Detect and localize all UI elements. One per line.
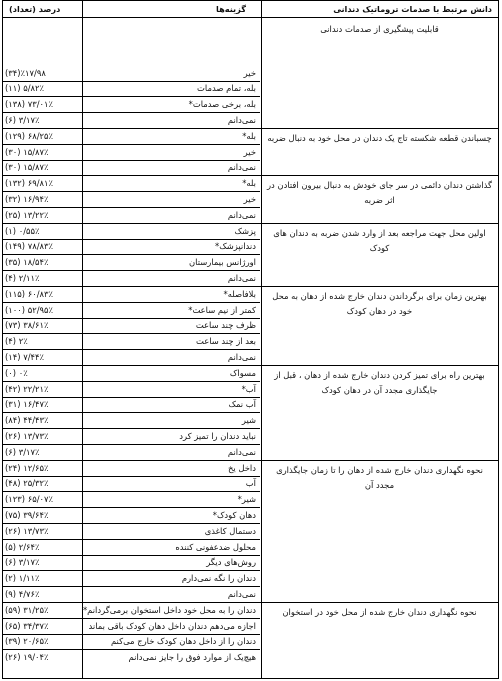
option-row: [5, 397, 259, 411]
option-label: اورژانس بیمارستان: [189, 257, 256, 268]
option-row: [5, 145, 259, 159]
option-label: ظرف چند ساعت: [195, 320, 256, 331]
option-stat: (۱۲۹) ۶۸/۲۵٪: [5, 130, 54, 141]
option-row: [5, 555, 259, 569]
option-label: دندان را نگه نمی‌دارم: [181, 573, 256, 584]
option-stat: (۴) ۲/۱۱٪: [5, 273, 40, 284]
option-row: [5, 587, 259, 601]
option-label: شیر: [241, 415, 256, 426]
option-label: بعد از چند ساعت: [195, 336, 256, 347]
option-stat: (۱۴۹) ۷۸/۸۳٪: [5, 241, 54, 252]
option-label: آب: [245, 478, 256, 489]
option-row: [5, 350, 259, 364]
question-text: چسباندن قطعه شکسته تاج یک دندان در محل خود به دنبال ضربه: [267, 133, 492, 144]
option-stat: (۹) ۴/۷۶٪: [5, 589, 40, 600]
option-row: [5, 334, 259, 348]
option-label: خیر: [243, 146, 256, 157]
option-stat: (۱۰۰) ۵۲/۹۵٪: [5, 304, 54, 315]
header-divider: [3, 17, 498, 18]
option-stat: (۴۸) ۲۵/۳۲٪: [5, 478, 49, 489]
option-label: دهان کودک*: [212, 510, 256, 521]
question-text: گذاشتن دندان دائمی در سر جای خودش به دنبال بیرون افتادن در اثر ضربه: [267, 180, 492, 206]
option-row: [5, 208, 259, 222]
option-label: نمی‌دانم: [227, 209, 256, 220]
option-label: نمی‌دانم: [227, 446, 256, 457]
option-row: [5, 634, 259, 648]
option-stat: (۷۳) ۳۸/۶۱٪: [5, 320, 49, 331]
option-row: [5, 508, 259, 522]
option-row: [5, 224, 259, 238]
option-label: بلافاصله*: [223, 288, 256, 299]
option-label: محلول ضدعفونی کننده: [175, 541, 256, 552]
option-row: [5, 287, 259, 301]
option-stat: (۲۵) ۱۳/۲۲٪: [5, 209, 49, 220]
header-question: دانش مرتبط با صدمات تروماتیک دندانی: [333, 4, 492, 14]
option-row: [5, 318, 259, 332]
option-label: خیر: [243, 194, 256, 205]
option-label: نمی‌دانم: [227, 115, 256, 126]
option-label: بله*: [242, 178, 256, 189]
option-label: نمی‌دانم: [227, 273, 256, 284]
option-label: نمی‌دانم: [227, 352, 256, 363]
option-row: [5, 461, 259, 475]
option-stat: (۸۴) ۴۴/۴۳٪: [5, 415, 49, 426]
column-divider-options: [261, 1, 262, 678]
option-row: [5, 192, 259, 206]
option-stat: (۲) ۱/۱۱٪: [5, 573, 40, 584]
option-label: بله، برخی صدمات*: [188, 99, 256, 110]
question-text: بهترین زمان برای برگرداندن دندان خارج شده از دهان به محل خود در دهان کودک: [272, 291, 487, 317]
option-row: [5, 540, 259, 554]
option-row: [5, 524, 259, 538]
option-row: [5, 176, 259, 190]
option-stat: (۳۰) ۱۵/۸۷٪: [5, 146, 49, 157]
option-label: اجازه می‌دهم دندان داخل دهان کودک باقی بماند: [88, 620, 256, 631]
option-row: [5, 492, 259, 506]
option-row: [5, 571, 259, 585]
option-label: بله*: [242, 130, 256, 141]
option-stat: (۳۴)٪۱۷/۹۸: [5, 67, 46, 78]
option-stat: (۶۵) ۳۴/۳۷٪: [5, 620, 49, 631]
option-row: [5, 160, 259, 174]
option-row: [5, 445, 259, 459]
option-stat: (۱۴) ۷/۴۴٪: [5, 352, 45, 363]
option-row: [5, 476, 259, 490]
option-stat: (۱۳۲) ۶۹/۸۱٪: [5, 178, 54, 189]
option-label: آب نمک: [228, 399, 256, 410]
question-text: قابلیت پیشگیری از صدمات دندانی: [320, 24, 439, 34]
header-options: گزینه‌ها: [216, 4, 246, 14]
header-stats: درصد (تعداد): [9, 4, 61, 14]
option-label: نمی‌دانم: [227, 162, 256, 173]
knowledge-table: [2, 0, 499, 679]
option-label: کمتر از نیم ساعت*: [188, 304, 256, 315]
option-row: [5, 271, 259, 285]
option-stat: (۲۶) ۱۳/۷۳٪: [5, 431, 49, 442]
option-label: دندان را از داخل دهان کودک خارج می‌کنم: [110, 636, 256, 647]
option-label: آب*: [241, 383, 256, 394]
option-stat: (۴) ۲٪: [5, 336, 28, 347]
option-row: [5, 619, 259, 633]
option-row: [5, 129, 259, 143]
option-stat: (۵۹) ۳۱/۲۵٪: [5, 604, 49, 615]
option-label: دندان را به محل خود داخل استخوان برمی‌گردانم*: [82, 604, 256, 615]
option-stat: (۳۹) ۲۰/۶۵٪: [5, 636, 49, 647]
question-text: بهترین راه برای تمیز کردن دندان خارج شده از دهان ، قبل از جایگذاری مجدد آن در دهان کودک: [274, 370, 485, 396]
option-stat: (۱۳۸) ۷۳/۰۱٪: [5, 99, 54, 110]
option-row: [5, 382, 259, 396]
option-stat: (۶) ۳/۱۷٪: [5, 557, 40, 568]
option-label: نباید دندان را تمیز کرد: [179, 431, 256, 442]
option-stat: (۲۴) ۱۲/۶۵٪: [5, 462, 49, 473]
option-row: [5, 303, 259, 317]
question-text: نحوه نگهداری دندان خارج شده از دهان را تا زمان جایگذاری مجدد آن: [276, 464, 483, 490]
option-stat: (۳۵) ۱۸/۵۴٪: [5, 257, 49, 268]
option-label: بله، تمام صدمات: [197, 83, 256, 94]
option-label: داخل یخ: [228, 462, 256, 473]
option-stat: (۳۱) ۱۶/۴۷٪: [5, 399, 49, 410]
option-row: [5, 413, 259, 427]
option-label: شیر*: [237, 494, 256, 505]
option-row: [5, 603, 259, 617]
option-stat: (۷۵) ۳۹/۶۴٪: [5, 510, 49, 521]
option-label: هیچ‌یک از موارد فوق را جایز نمی‌دانم: [128, 652, 256, 663]
option-row: [5, 113, 259, 127]
option-row: [5, 650, 259, 664]
option-stat: (۶) ۳/۱۷٪: [5, 115, 40, 126]
option-stat: (۱۱۵) ۶۰/۸۳٪: [5, 288, 54, 299]
option-label: خیر: [243, 67, 256, 78]
option-row: [5, 81, 259, 95]
option-label: پزشک: [234, 225, 256, 236]
option-row: [5, 255, 259, 269]
option-stat: (۶) ۳/۱۷٪: [5, 446, 40, 457]
option-stat: (۱) ۰/۵۵٪: [5, 225, 40, 236]
option-stat: (۱۱) ۵/۸۲٪: [5, 83, 45, 94]
option-row: [5, 97, 259, 111]
option-row: [5, 66, 259, 80]
option-stat: (۱۲۳) ۶۵/۰۷٪: [5, 494, 54, 505]
option-label: نمی‌دانم: [227, 589, 256, 600]
option-stat: (۲۶) ۱۳/۷۳٪: [5, 525, 49, 536]
option-row: [5, 239, 259, 253]
option-stat: (۵) ۲/۶۴٪: [5, 541, 40, 552]
option-stat: (۰) ۰٪: [5, 367, 28, 378]
question-text: نحوه نگهداری دندان خارج شده از محل خود در استخوان: [282, 607, 477, 618]
option-stat: (۲۶) ۱۹/۰۴٪: [5, 652, 49, 663]
option-row: [5, 366, 259, 380]
option-label: روش‌های دیگر: [206, 557, 256, 568]
option-label: دندانپزشک*: [215, 241, 256, 252]
option-label: مسواک: [229, 367, 256, 378]
option-stat: (۳۲) ۱۶/۹۴٪: [5, 194, 49, 205]
question-text: اولین محل جهت مراجعه بعد از وارد شدن ضربه به دندان های کودک: [273, 227, 486, 253]
option-row: [5, 429, 259, 443]
option-stat: (۳۰) ۱۵/۸۷٪: [5, 162, 49, 173]
option-label: دستمال کاغذی: [204, 525, 256, 536]
option-stat: (۴۲) ۲۲/۲۱٪: [5, 383, 49, 394]
